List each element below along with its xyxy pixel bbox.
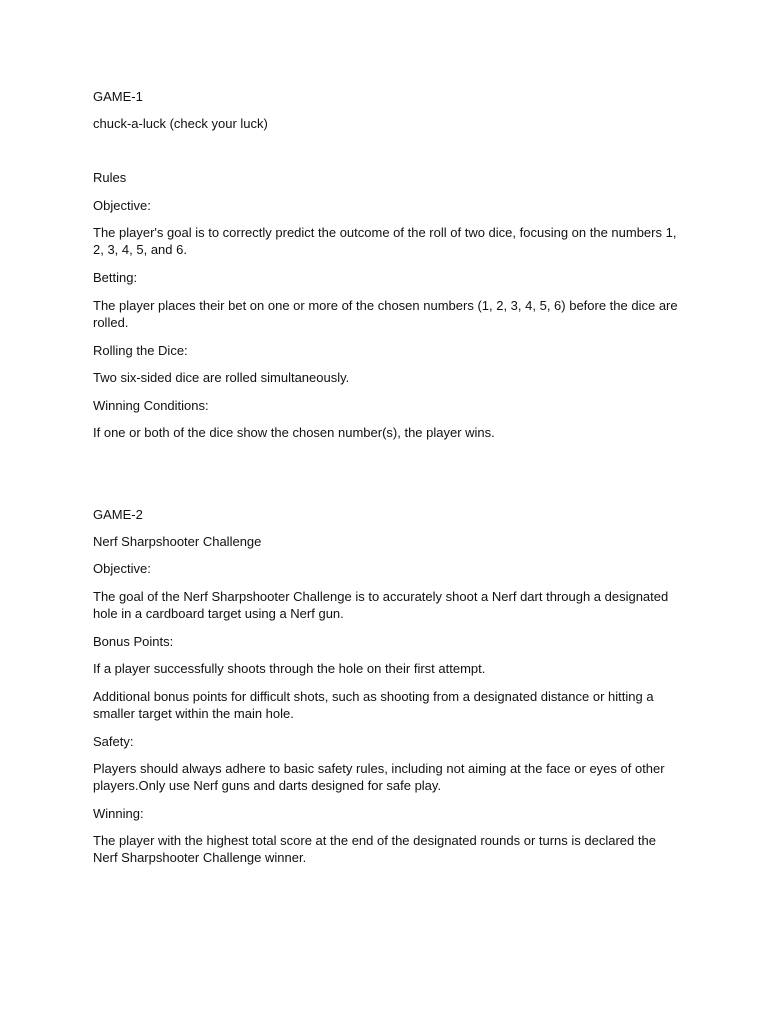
game2-winning-label: Winning: — [93, 806, 144, 821]
game1-rolling-text: Two six-sided dice are rolled simultaneously. — [93, 370, 350, 385]
game2-bonus-text-1: If a player successfully shoots through the hole on their first attempt. — [93, 661, 486, 676]
game2-safety-label: Safety: — [93, 734, 134, 749]
game1-rolling-label: Rolling the Dice: — [93, 343, 188, 358]
game1-winning-text: If one or both of the dice show the chosen number(s), the player wins. — [93, 425, 495, 440]
game1-winning-label: Winning Conditions: — [93, 398, 209, 413]
game2-objective-label: Objective: — [93, 561, 151, 576]
game2-heading: GAME-2 — [93, 507, 143, 522]
game1-objective-text: The player's goal is to correctly predict the outcome of the roll of two dice, focusing on the numbers 1, 2, 3, 4, 5, and 6. — [93, 225, 677, 257]
game2-bonus-text-2: Additional bonus points for difficult shots, such as shooting from a designated distance or hitting a smaller target within the main hole. — [93, 689, 654, 721]
game1-rules-heading: Rules — [93, 170, 127, 185]
game2-objective-text: The goal of the Nerf Sharpshooter Challenge is to accurately shoot a Nerf dart through a designated hole in a cardboard target using a Nerf gun. — [93, 589, 669, 621]
game2-winning-text: The player with the highest total score at the end of the designated rounds or turns is declared the Nerf Sharpshooter Challenge winner. — [93, 833, 656, 865]
game1-objective-label: Objective: — [93, 198, 151, 213]
game2-subtitle: Nerf Sharpshooter Challenge — [93, 534, 262, 549]
game2-safety-text: Players should always adhere to basic safety rules, including not aiming at the face or eyes of other players.Only use Nerf guns and darts designed for safe play. — [93, 761, 665, 793]
game1-betting-text: The player places their bet on one or more of the chosen numbers (1, 2, 3, 4, 5, 6) before the dice are rolled. — [93, 298, 678, 330]
game1-heading: GAME-1 — [93, 89, 143, 104]
game1-betting-label: Betting: — [93, 270, 138, 285]
game2-bonus-label: Bonus Points: — [93, 634, 174, 649]
game1-subtitle: chuck-a-luck (check your luck) — [93, 116, 268, 131]
